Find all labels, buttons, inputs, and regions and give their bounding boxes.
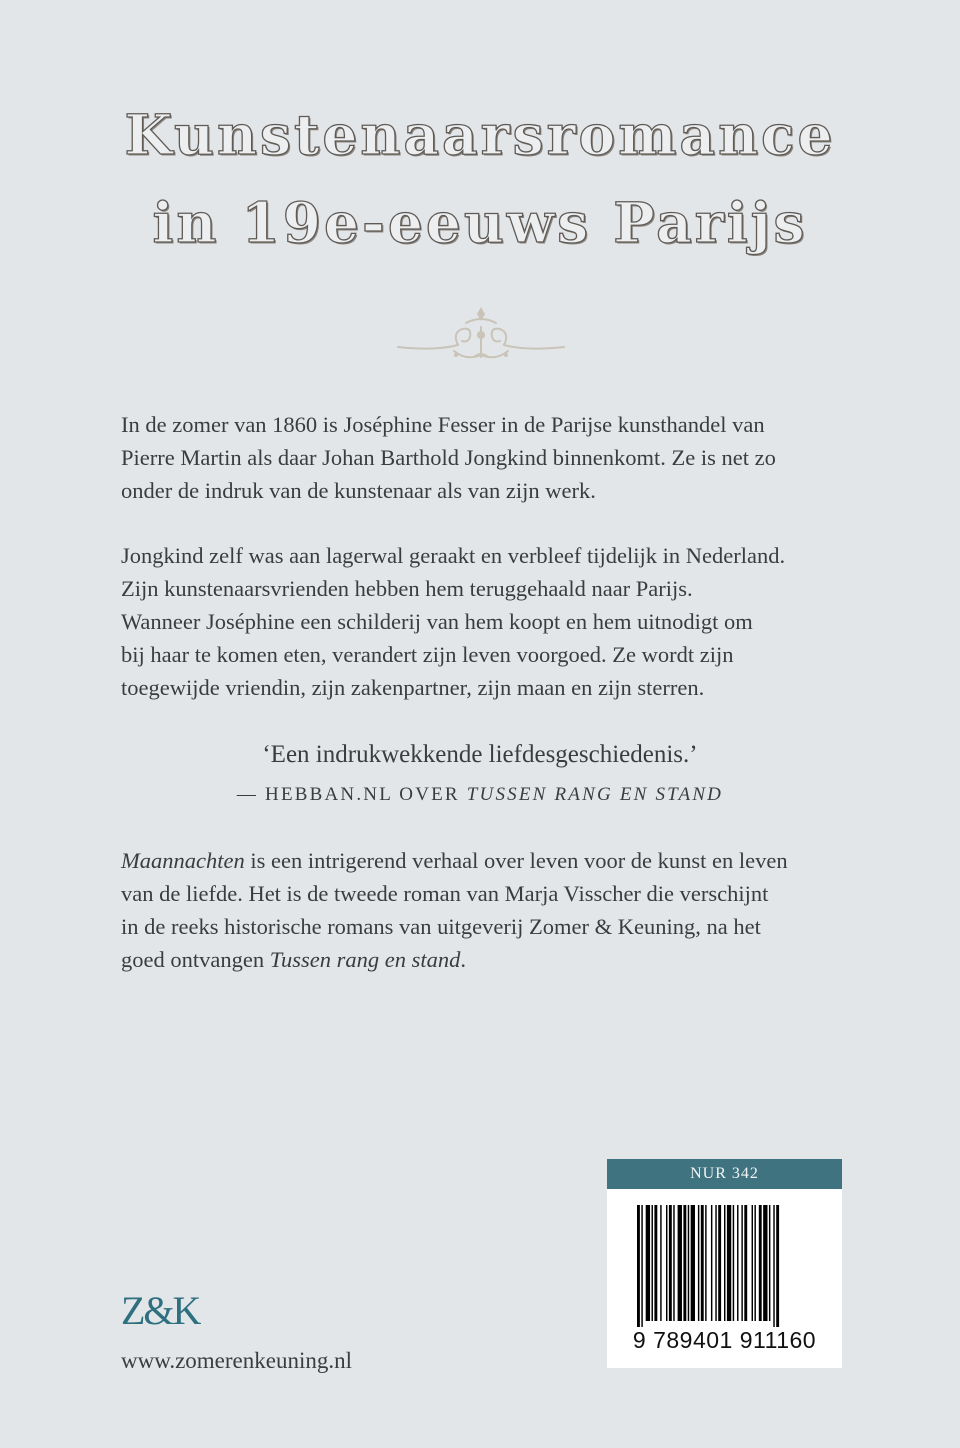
- barcode-bar: [737, 1205, 738, 1321]
- title-line-1: Kunstenaarsromance: [124, 102, 836, 167]
- nur-code: NUR 342: [607, 1159, 842, 1189]
- paragraph-line: Jongkind zelf was aan lagerwal geraakt en verbleef tijdelijk in Nederland.: [121, 543, 786, 568]
- barcode-bar: [769, 1205, 770, 1321]
- quote-source-prefix: — HEBBAN.NL OVER: [236, 784, 467, 805]
- barcode-bar: [688, 1205, 689, 1321]
- barcode-bar: [754, 1205, 755, 1321]
- barcode-bar: [669, 1205, 672, 1321]
- barcode-bar: [759, 1205, 762, 1321]
- barcode-bar: [641, 1205, 642, 1327]
- paragraph-line: bij haar te komen eten, verandert zijn leven voorgoed. Ze wordt zijn: [121, 642, 734, 667]
- intro-paragraph: [121, 408, 851, 507]
- jongkind-paragraph: [121, 539, 851, 704]
- barcode-bar: [744, 1205, 747, 1321]
- barcode-bar: [741, 1205, 742, 1321]
- quote-source-book: TUSSEN RANG EN STAND: [466, 784, 724, 805]
- barcode-bar: [752, 1205, 753, 1321]
- isbn-number: 9 789401 911160: [632, 1327, 817, 1353]
- barcode-bar: [698, 1205, 699, 1321]
- paragraph-line: in de reeks historische romans van uitgeverij Zomer & Keuning, na het: [121, 914, 761, 939]
- barcode-bar: [637, 1205, 640, 1327]
- paragraph-line: [121, 943, 851, 976]
- barcode-bar: [711, 1205, 712, 1321]
- barcode-bar: [652, 1205, 653, 1321]
- paragraph-line: Zijn kunstenaarsvrienden hebben hem teruggehaald naar Parijs.: [121, 576, 693, 601]
- barcode-bar: [715, 1205, 716, 1321]
- barcode-bar: [718, 1205, 721, 1321]
- barcode-bar: [654, 1205, 657, 1321]
- paragraph-line: Pierre Martin als daar Johan Barthold Jongkind binnenkomt. Ze is net zo: [121, 445, 776, 470]
- summary-paragraph: [121, 844, 851, 976]
- barcode-panel: [607, 1189, 842, 1368]
- barcode-bar: [678, 1205, 682, 1321]
- barcode-bar: [646, 1205, 650, 1321]
- barcode-bar: [763, 1205, 767, 1321]
- quote-source: [0, 784, 960, 806]
- paragraph-line: toegewijde vriendin, zijn zakenpartner, zijn maan en zijn sterren.: [121, 675, 705, 700]
- barcode-bar: [660, 1205, 661, 1321]
- publisher-logo: Z&K: [121, 1288, 200, 1333]
- book-title: Maannachten: [121, 848, 245, 873]
- barcode-icon: [637, 1205, 812, 1327]
- previous-book-title: Tussen rang en stand: [269, 947, 461, 972]
- barcode-bar: [705, 1205, 706, 1321]
- title-line-2: in 19e-eeuws Parijs: [152, 190, 808, 255]
- paragraph-line: onder de indruk van de kunstenaar als van zijn werk.: [121, 478, 596, 503]
- barcode-bar: [727, 1205, 731, 1321]
- line-text: is een intrigerend verhaal over leven voor de kunst en leven: [244, 848, 788, 873]
- paragraph-line: [121, 844, 851, 877]
- barcode-bar: [776, 1205, 779, 1327]
- barcode-bar: [701, 1205, 704, 1321]
- paragraph-line: Wanneer Joséphine een schilderij van hem koopt en hem uitnodigt om: [121, 609, 753, 634]
- barcode-bar: [666, 1205, 667, 1321]
- barcode-bar: [733, 1205, 734, 1321]
- barcode-bar: [673, 1205, 674, 1321]
- barcode-bar: [691, 1205, 695, 1321]
- paragraph-line: In de zomer van 1860 is Joséphine Fesser in de Parijse kunsthandel van: [121, 412, 765, 437]
- paragraph-line: van de liefde. Het is de tweede roman van Marja Visscher die verschijnt: [121, 881, 769, 906]
- barcode-bar: [683, 1205, 686, 1321]
- flourish-ornament-icon: [396, 305, 566, 365]
- barcode-bar: [773, 1205, 774, 1327]
- barcode-bar: [724, 1205, 725, 1321]
- line-text: .: [460, 947, 466, 972]
- publisher-website: www.zomerenkeuning.nl: [121, 1348, 352, 1373]
- review-quote: ‘Een indrukwekkende liefdesgeschiedenis.’: [262, 741, 698, 768]
- line-text: goed ontvangen: [121, 947, 270, 972]
